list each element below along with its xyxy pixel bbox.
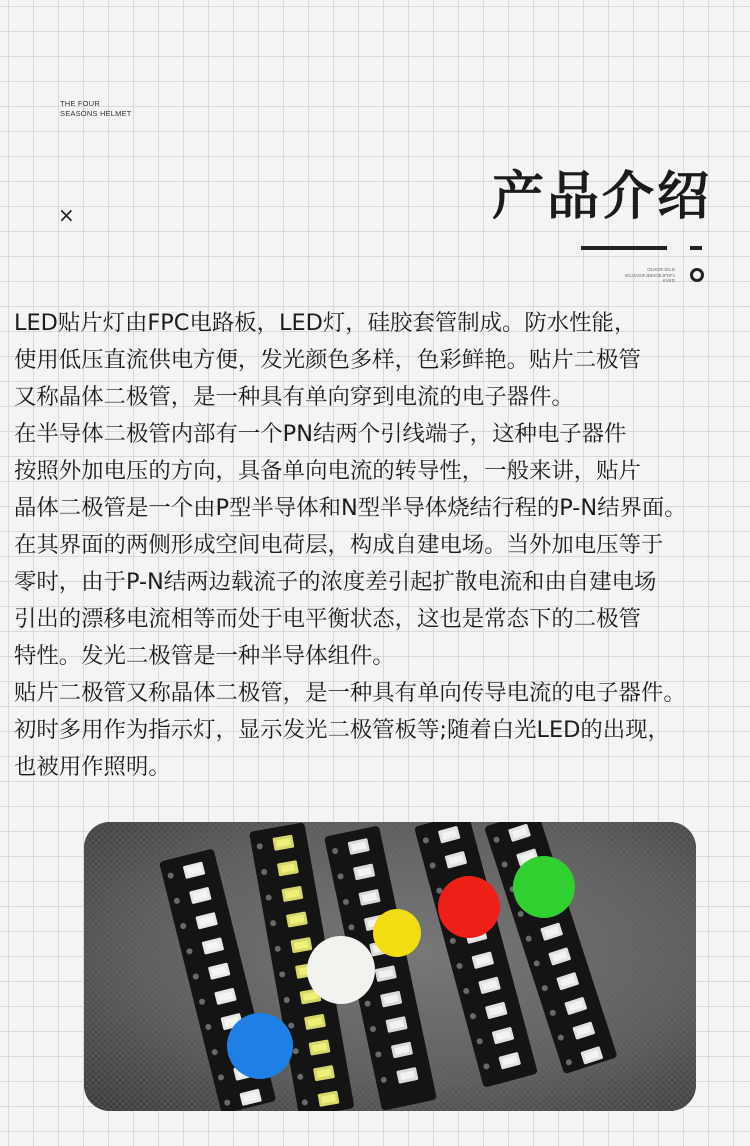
description-line: 初时多用作为指示灯，显示发光二极管板等;随着白光LED的出现， <box>14 717 670 743</box>
description-line: 零时，由于P-N结两边载流子的浓度差引起扩散电流和由自建电场 <box>14 569 657 595</box>
description-line: 贴片二极管又称晶体二极管，是一种具有单向传导电流的电子器件。 <box>14 680 686 706</box>
description-line: 在其界面的两侧形成空间电荷层，构成自建电场。当外加电压等于 <box>14 532 664 558</box>
brand-logo-text <box>60 99 132 119</box>
page-title: 产品介绍 <box>491 167 712 227</box>
description-line: 特性。发光二极管是一种半导体组件。 <box>14 643 395 669</box>
description-line: 在半导体二极管内部有一个PN结两个引线端子，这种电子器件 <box>14 421 627 447</box>
yellow-color-dot <box>373 909 421 957</box>
red-color-dot <box>438 876 500 938</box>
caption-line-3: KVKD <box>662 278 675 283</box>
title-underline-bar <box>581 246 667 250</box>
brand-line-1: THE FOUR <box>60 99 100 108</box>
product-photo <box>84 822 696 1111</box>
close-icon: × <box>58 203 75 227</box>
white-color-dot <box>307 936 375 1004</box>
green-color-dot <box>513 856 575 918</box>
ring-icon <box>690 268 704 282</box>
blue-color-dot <box>227 1013 293 1079</box>
led-strips-illustration <box>84 822 696 1111</box>
caption-line-1: OLIKDFJGLD <box>647 267 675 272</box>
description-line: 又称晶体二极管，是一种具有单向穿到电流的电子器件。 <box>14 384 574 410</box>
product-description <box>14 305 750 786</box>
brand-line-2: SEASONS HELMET <box>60 109 132 118</box>
description-line: 按照外加电压的方向，具备单向电流的转导性，一般来讲，贴片 <box>14 458 641 484</box>
description-line: 使用低压直流供电方便，发光颜色多样，色彩鲜艳。贴片二极管 <box>14 347 641 373</box>
description-line: 晶体二极管是一个由P型半导体和N型半导体烧结行程的P-N结界面。 <box>14 495 687 521</box>
title-underline-dash <box>690 246 702 250</box>
description-line: LED贴片灯由FPC电路板，LED灯，硅胶套管制成。防水性能， <box>14 310 637 336</box>
decorative-caption <box>585 267 675 284</box>
description-line: 引出的漂移电流相等而处于电平衡状态，这也是常态下的二极管 <box>14 606 641 632</box>
caption-line-2: IIOJJAOIFJDKIOEJFDFJ <box>624 272 675 278</box>
description-line: 也被用作照明。 <box>14 754 171 780</box>
